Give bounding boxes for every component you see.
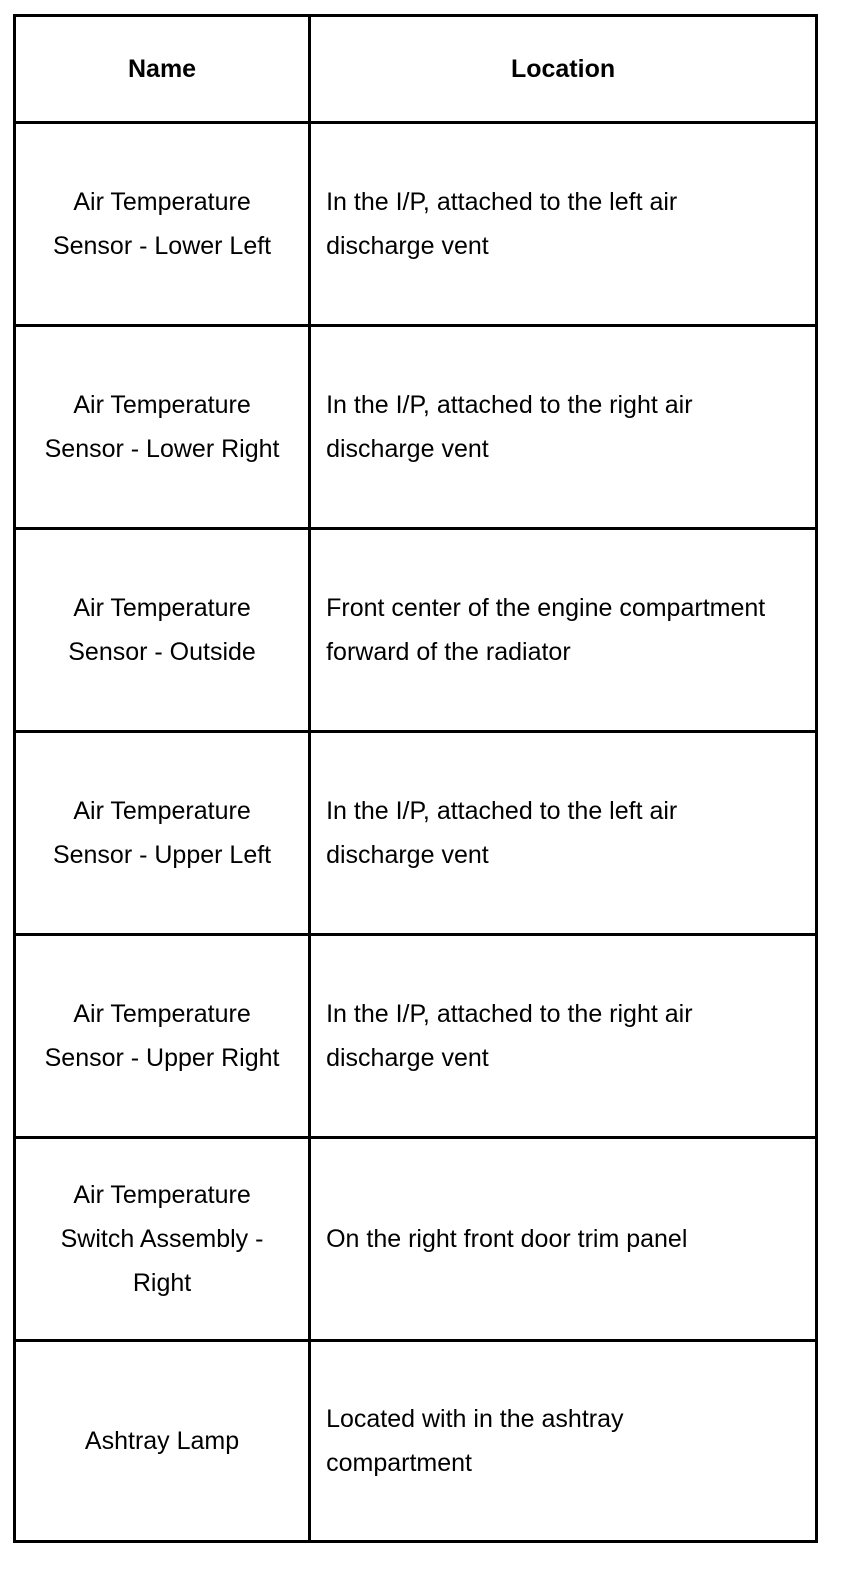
table-row (15, 123, 817, 326)
name-cell: Ashtray Lamp (15, 1341, 310, 1542)
location-cell: Front center of the engine compartment forward of the radiator (310, 529, 817, 732)
location-cell: In the I/P, attached to the right air discharge vent (310, 935, 817, 1138)
location-cell: In the I/P, attached to the left air discharge vent (310, 123, 817, 326)
name-cell: Air Temperature Switch Assembly - Right (15, 1138, 310, 1341)
table-row (15, 529, 817, 732)
name-cell: Air Temperature Sensor - Lower Right (15, 326, 310, 529)
location-cell: Located with in the ashtray compartment (310, 1341, 817, 1542)
header-location: Location (310, 16, 817, 123)
location-cell: In the I/P, attached to the right air discharge vent (310, 326, 817, 529)
table-row (15, 326, 817, 529)
table-row (15, 935, 817, 1138)
table-row (15, 1138, 817, 1341)
component-location-table (13, 14, 818, 1543)
header-name: Name (15, 16, 310, 123)
location-cell: In the I/P, attached to the left air discharge vent (310, 732, 817, 935)
table-row (15, 732, 817, 935)
location-cell: On the right front door trim panel (310, 1138, 817, 1341)
name-cell: Air Temperature Sensor - Upper Left (15, 732, 310, 935)
name-cell: Air Temperature Sensor - Upper Right (15, 935, 310, 1138)
name-cell: Air Temperature Sensor - Lower Left (15, 123, 310, 326)
table-row (15, 1341, 817, 1542)
name-cell: Air Temperature Sensor - Outside (15, 529, 310, 732)
table-header-row (15, 16, 817, 123)
